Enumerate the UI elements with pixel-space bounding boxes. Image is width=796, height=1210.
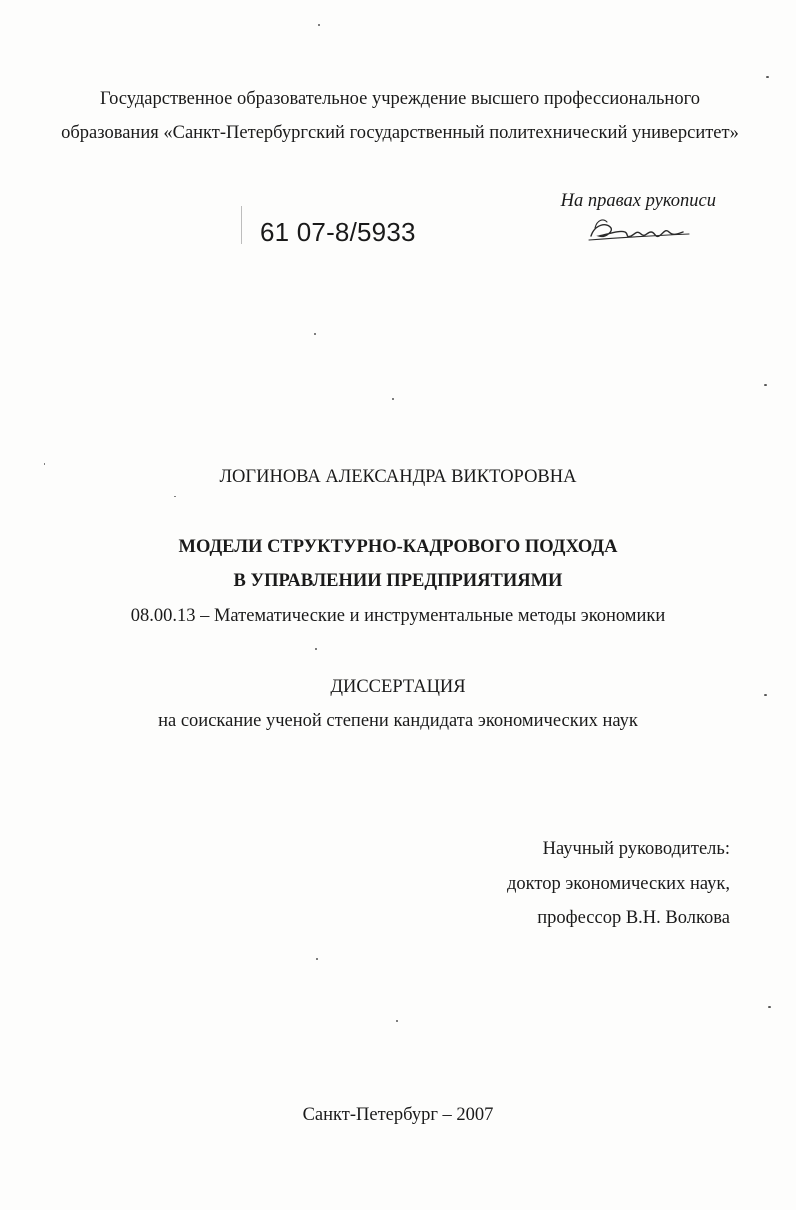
author-name: ЛОГИНОВА АЛЕКСАНДРА ВИКТОРОВНА (219, 467, 577, 487)
thesis-title-line-1: МОДЕЛИ СТРУКТУРНО-КАДРОВОГО ПОДХОДА (178, 537, 618, 557)
document-type: ДИССЕРТАЦИЯ (330, 677, 466, 697)
scan-speck (318, 24, 320, 26)
scan-speck (314, 333, 316, 335)
archive-stamp-bar (241, 206, 242, 244)
scan-speck (392, 398, 394, 400)
scan-speck (764, 694, 767, 696)
manuscript-rights-label: На правах рукописи (560, 191, 716, 211)
scan-speck (315, 648, 317, 650)
supervisor-degree: доктор экономических наук, (506, 874, 730, 894)
degree-statement: на соискание ученой степени кандидата экономических наук (158, 711, 638, 731)
scan-speck (44, 463, 45, 465)
handwritten-signature (585, 214, 695, 248)
supervisor-label: Научный руководитель: (542, 839, 730, 859)
scan-speck (396, 1020, 398, 1022)
scan-speck (764, 384, 767, 386)
place-and-year: Санкт-Петербург – 2007 (302, 1105, 494, 1125)
scan-speck (768, 1006, 771, 1008)
supervisor-name: профессор В.Н. Волкова (537, 908, 730, 928)
institution-line-1: Государственное образовательное учреждение высшего профессионального (100, 89, 700, 109)
scan-speck (174, 496, 176, 497)
scan-speck (766, 76, 769, 78)
thesis-title-line-2: В УПРАВЛЕНИИ ПРЕДПРИЯТИЯМИ (233, 571, 563, 591)
scan-speck (316, 958, 318, 960)
specialty-code: 08.00.13 – Математические и инструментальные методы экономики (130, 606, 666, 626)
institution-line-2: образования «Санкт-Петербургский государственный политехнический университет» (61, 123, 739, 143)
archive-code: 61 07-8/5933 (260, 217, 416, 247)
